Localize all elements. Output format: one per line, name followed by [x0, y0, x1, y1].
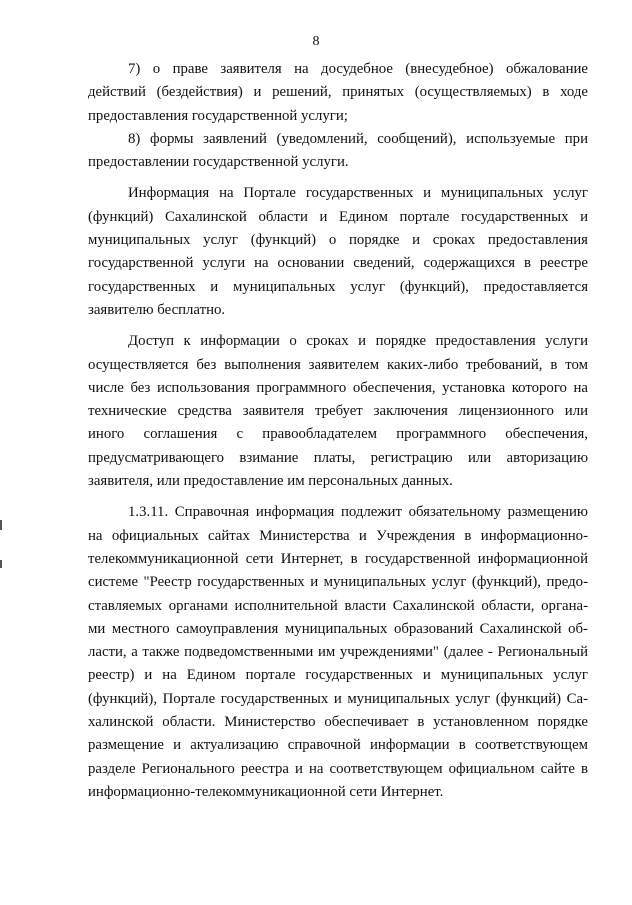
- scan-edge-mark: [0, 520, 2, 530]
- text-line: иного соглашения с правообладателем программного обеспечения,: [88, 426, 588, 443]
- text-line: Доступ к информации о сроках и порядке предоставления услуги: [128, 333, 588, 350]
- text-line: числе без использования программного обеспечения, установка которого на: [88, 379, 588, 396]
- text-line: телекоммуникационной сети Интернет, в государственной информационной: [88, 550, 588, 567]
- text-line: реестр) и на Едином портале государственных и муниципальных услуг: [88, 667, 588, 684]
- paragraph-item-8: [88, 128, 588, 175]
- text-line: халинской области. Министерство обеспечивает в установленном порядке: [88, 714, 588, 731]
- text-line: 8) формы заявлений (уведомлений, сообщений), используемые при: [128, 130, 588, 147]
- text-line: ласти, а также подведомственными им учреждениями" (далее - Региональный: [88, 644, 588, 661]
- text-line: ставляемых органами исполнительной власти Сахалинской области, органа-: [88, 597, 588, 614]
- text-line: размещение и актуализацию справочной информации в соответствующем: [88, 737, 588, 754]
- text-line: (функций) Сахалинской области и Едином портале государственных и: [88, 208, 588, 225]
- paragraph-1-3-11: [88, 501, 588, 804]
- text-line: информационно-телекоммуникационной сети Интернет.: [88, 783, 444, 800]
- text-line: действий (бездействия) и решений, принятых (осуществляемых) в ходе: [88, 84, 588, 101]
- text-line: предусматривающего взимание платы, регистрацию или авторизацию: [88, 449, 588, 466]
- paragraph-portal-info: [88, 182, 588, 322]
- text-line: заявителя, или предоставление им персональных данных.: [88, 473, 453, 490]
- paragraph-item-7: [88, 58, 588, 128]
- text-line: предоставлении государственной услуги.: [88, 154, 349, 171]
- text-line: муниципальных услуг (функций) о порядке и сроках предоставления: [88, 232, 588, 249]
- text-line: осуществляется без выполнения заявителем каких-либо требований, в том: [88, 356, 588, 373]
- text-line: государственной услуги на основании сведений, содержащихся в реестре: [88, 255, 588, 272]
- text-line: заявителю бесплатно.: [88, 301, 226, 318]
- page-number: 8: [312, 34, 320, 49]
- text-line: 1.3.11. Справочная информация подлежит обязательному размещению: [128, 504, 588, 521]
- text-line: системе "Реестр государственных и муниципальных услуг (функций), предо-: [88, 574, 588, 591]
- text-line: 7) о праве заявителя на досудебное (внесудебное) обжалование: [128, 61, 588, 77]
- text-line: предоставления государственной услуги;: [88, 107, 348, 124]
- document-body: [88, 58, 588, 804]
- text-line: государственных и муниципальных услуг (функций), предоставляется: [88, 278, 588, 295]
- paragraph-access-info: [88, 330, 588, 493]
- text-line: Информация на Портале государственных и муниципальных услуг: [128, 185, 588, 202]
- text-line: на официальных сайтах Министерства и Учреждения в информационно-: [88, 527, 588, 544]
- text-line: ми местного самоуправления муниципальных образований Сахалинской об-: [88, 620, 588, 637]
- text-line: разделе Регионального реестра и на соответствующем официальном сайте в: [88, 760, 588, 777]
- text-line: технические средства заявителя требует заключения лицензионного или: [88, 403, 588, 420]
- text-line: (функций), Портале государственных и муниципальных услуг (функций) Са-: [88, 690, 588, 707]
- scan-edge-mark: [0, 560, 2, 568]
